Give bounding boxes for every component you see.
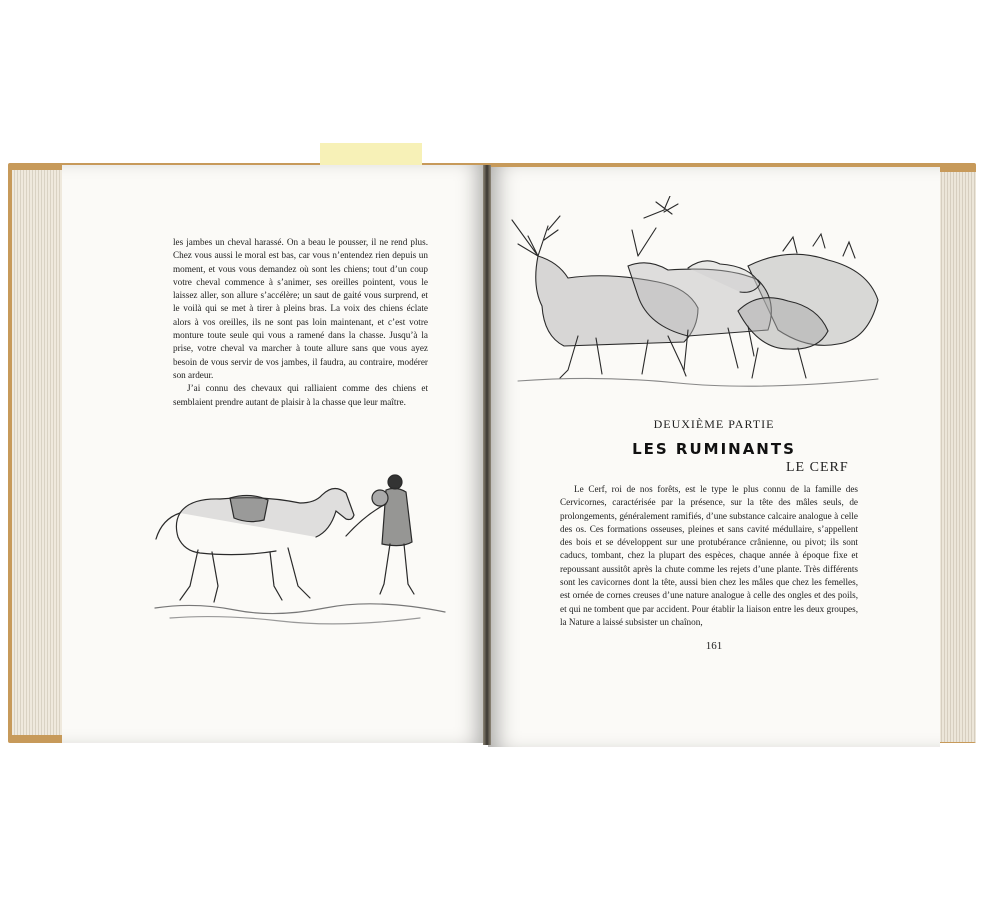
chapter-title: LE CERF	[786, 460, 849, 475]
deer-herd-illustration	[498, 196, 898, 391]
section-title: LES RUMINANTS	[632, 440, 796, 458]
left-paragraph-2: J’ai connu des chevaux qui ralliaient comme des chiens et semblaient prendre autant de plaisir à la chasse que leur maître.	[173, 383, 428, 407]
horse-and-groom-illustration	[150, 468, 450, 638]
page-edges-right	[936, 172, 976, 742]
page-edges-left	[12, 170, 68, 735]
page-number: 161	[705, 640, 723, 652]
bookmark-slip	[320, 143, 422, 165]
right-page-text	[560, 483, 858, 629]
left-paragraph-1: les jambes un cheval harassé. On a beau le pousser, il ne rend plus. Chez vous aussi le moral est bas, car vous n’entendez rien depuis un moment, et vous vous demandez où sont les chiens; tout d’un coup votre cheval commence à s’animer, ses oreilles pointent, vous le laissez aller, son allure s’accélère; un saut de gaité vous surprend, et le voilà qui se met à tirer à pleins bras. La voix des chiens éclate alors à vos oreilles, ils ne sont pas loin maintenant, et c’est votre monture toute seule qui vous a ramené dans la chasse. Jusqu’à la prise, votre cheval va marcher à toute allure sans que vous ayez besoin de vous servir de vos jambes, il faudra, au contraire, modérer son ardeur.	[173, 237, 428, 380]
part-heading: DEUXIÈME PARTIE	[653, 417, 775, 431]
left-page-text	[173, 236, 428, 409]
right-paragraph: Le Cerf, roi de nos forêts, est le type le plus connu de la famille des Cervicornes, caractérisée par la présence, sur la tête des mâles seuls, de prolongements, généralement ramifiés, d’une substance calcaire analogue à celle des os. Ces formations osseuses, pleines et sans cavité médullaire, s’appellent des bois et se développent sur une protubérance crânienne, ou pivot; ils sont caducs, tombant, chez la plupart des espèces, chaque année à époque fixe et repoussant aussitôt après la chute comme les rejets d’une plante. Très différents sont les cavicornes dont la tête, aussi bien chez les mâles que chez les femelles, est ornée de cornes creuses d’une nature analogue à celle des ongles et des poils, et qui ne tombent que par accident. Pour établir la liaison entre les deux groupes, la Nature a laissé subsister un chaînon,	[560, 484, 858, 627]
